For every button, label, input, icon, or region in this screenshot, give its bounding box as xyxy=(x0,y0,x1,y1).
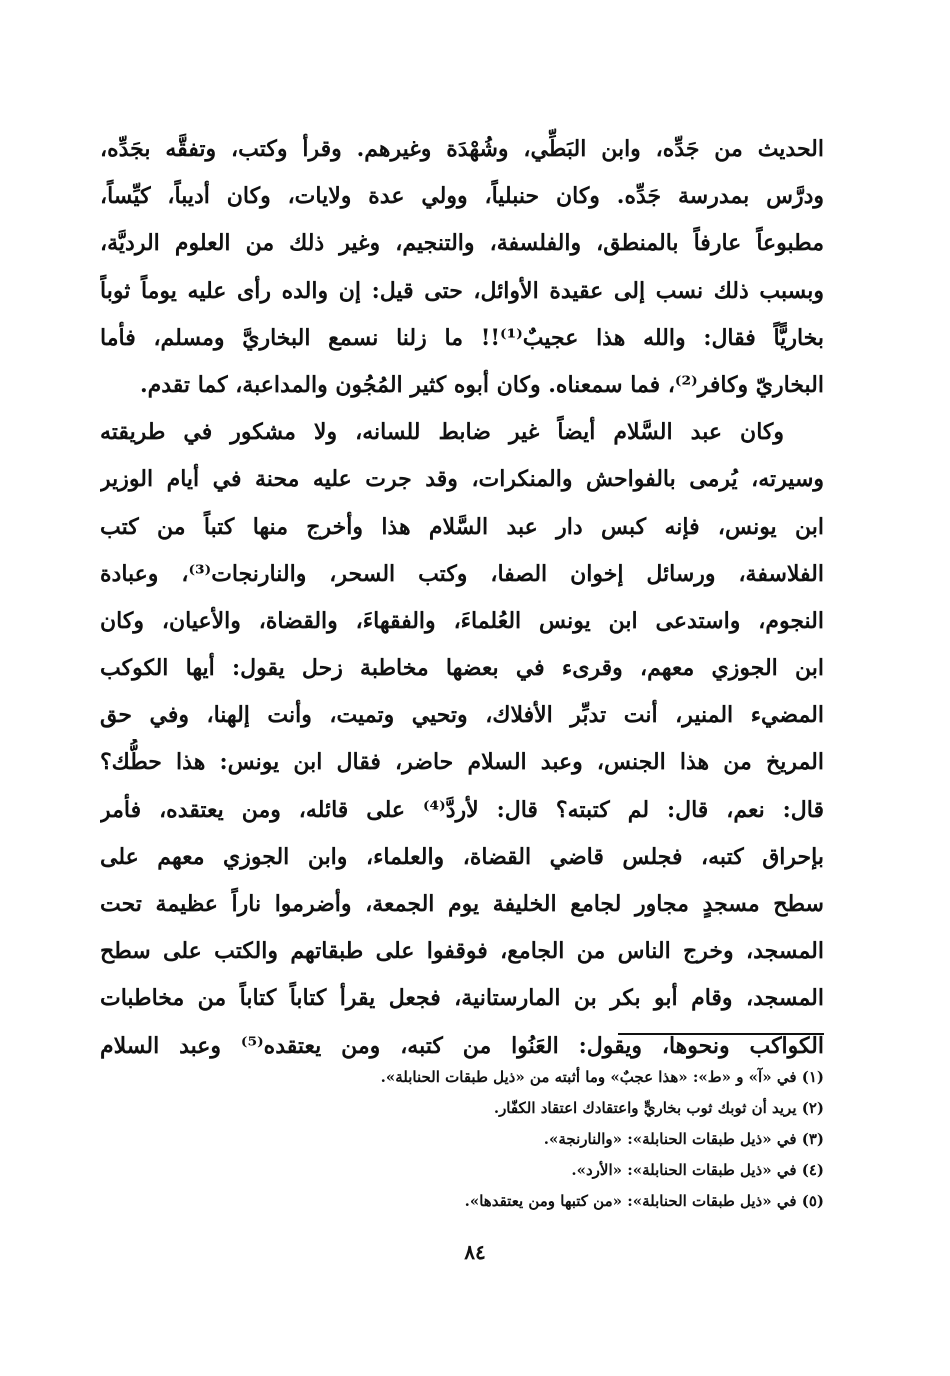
text-line-7: وكان عبد السَّلام أيضاً غير ضابط للسانه، ولا مشكور في طريقته xyxy=(100,419,784,446)
text-line-8: وسيرته، يُرمى بالفواحش والمنكرات، وقد جرت عليه محنة في أيام الوزير xyxy=(100,466,824,493)
text-line-6: البخاريّ وكافر⁽²⁾، فما سمعناه. وكان أبوه كثير المُجُون والمداعبة، كما تقدم. xyxy=(139,371,824,398)
footnotes xyxy=(100,1062,824,1217)
text-line-9: ابن يونس، فإنه كبس دار عبد السَّلام هذا وأخرج منها كتباً من كتب xyxy=(100,513,824,540)
text-line-13: المضيء المنير، أنت تدبِّر الأفلاك، وتحيي وتميت، وأنت إلهنا، وفي حق xyxy=(100,702,824,729)
text-line-12: ابن الجوزي معهم، وقرىء في بعضها مخاطبة زحل يقول: أيها الكوكب xyxy=(100,655,824,682)
handwritten-underline xyxy=(618,1033,824,1038)
text-line-15: قال: نعم، قال: لم كتبته؟ قال: لأردَّ⁽⁴⁾ على قائله، ومن يعتقده، فأمر xyxy=(100,796,824,823)
text-line-19: المسجد، وقام أبو بكر بن المارستانية، فجعل يقرأ كتاباً كتاباً من مخاطبات xyxy=(100,985,824,1012)
text-line-3: مطبوعاً عارفاً بالمنطق، والفلسفة، والتنجيم، وغير ذلك من العلوم الرديَّة، xyxy=(100,230,824,257)
text-line-14: المريخ من هذا الجنس، وعبد السلام حاضر، فقال ابن يونس: هذا حطُّك؟ xyxy=(100,749,824,776)
text-line-16: بإحراق كتبه، فجلس قاضي القضاة، والعلماء، وابن الجوزي معهم على xyxy=(100,843,824,870)
text-line-4: وبسبب ذلك نسب إلى عقيدة الأوائل، حتى قيل: إن والده رأى عليه يوماً ثوباً xyxy=(100,277,824,304)
footnote-3: (٣) في «ذيل طبقات الحنابلة»: «والنارنجة». xyxy=(543,1130,824,1148)
footnote-5: (٥) في «ذيل طبقات الحنابلة»: «من كتبها ومن يعتقدها». xyxy=(464,1192,824,1210)
footnote-4: (٤) في «ذيل طبقات الحنابلة»: «الأرد». xyxy=(571,1161,824,1179)
text-line-10: الفلاسفة، ورسائل إخوان الصفا، وكتب السحر، والنارنجات⁽³⁾، وعبادة xyxy=(100,560,824,587)
text-line-20: الكواكب ونحوها، ويقول: العَنُوا من كتبه، ومن يعتقده⁽⁵⁾ وعبد السلام xyxy=(100,1032,824,1059)
main-text xyxy=(100,126,824,1070)
text-line-5: بخاريًّاً فقال: والله هذا عجيبٌ⁽¹⁾!! ما زلنا نسمع البخاريَّ ومسلم، فأما xyxy=(100,324,824,351)
text-line-2: ودرَّس بمدرسة جَدِّه. وكان حنبلياً، وولي عدة ولايات، وكان أديباً، كيِّساً، xyxy=(100,183,824,210)
text-line-11: النجوم، واستدعى ابن يونس العُلماءَ، والفقهاءَ، والقضاة، والأعيان، وكان xyxy=(100,607,824,634)
text-line-18: المسجد، وخرج الناس من الجامع، فوقفوا على طبقاتهم والكتب على سطح xyxy=(100,938,824,965)
page-number: ٨٤ xyxy=(464,1240,486,1264)
footnote-1: (١) في «آ» و «ط»: «هذا عجبٌ» وما أثبته من «ذيل طبقات الحنابلة». xyxy=(380,1068,824,1086)
footnote-2: (٢) يريد أن ثوبك ثوب بخاريٍّ واعتقادك اعتقاد الكفّار. xyxy=(493,1099,824,1117)
text-line-17: سطح مسجدٍ مجاور لجامع الخليفة يوم الجمعة، وأضرموا ناراً عظيمة تحت xyxy=(100,891,824,917)
text-line-1: الحديث من جَدِّه، وابن البَطِّي، وشُهْدَة وغيرهم. وقرأ وكتب، وتفقَّه بجَدِّه، xyxy=(100,136,824,162)
